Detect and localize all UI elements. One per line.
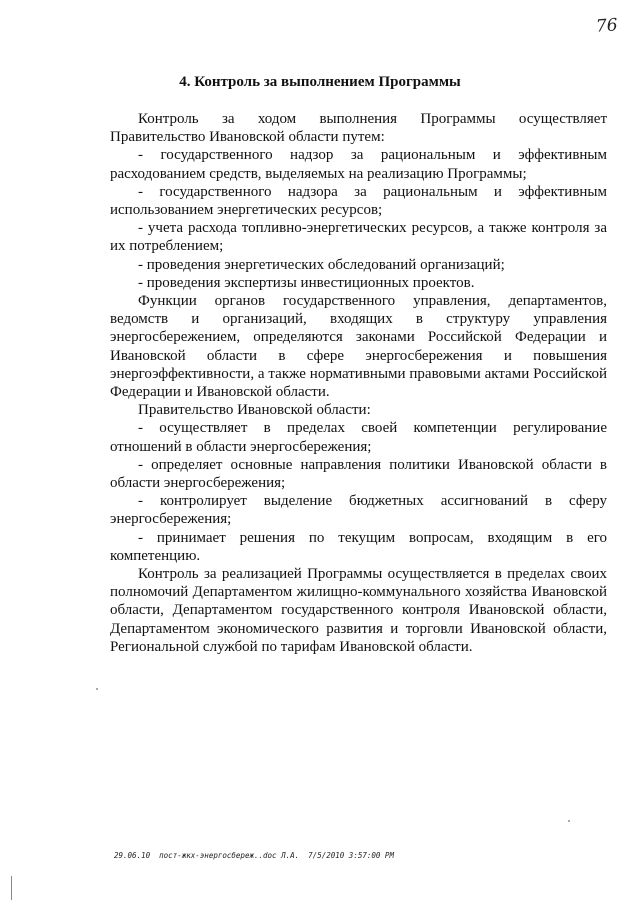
paragraph-control: Контроль за реализацией Программы осуществляется в пределах своих полномочий Департаментом жилищно-коммунального хозяйства Ивановской области, Департаментом государственного контроля Ивановской области, Департаментом экономического развития и торговли Ивановской области, Региональной службой по тарифам Ивановской области. bbox=[110, 566, 607, 655]
page-number: 76 bbox=[595, 15, 619, 37]
list-item: - проведения энергетических обследований организаций; bbox=[138, 256, 505, 273]
paragraph-intro: Контроль за ходом выполнения Программы осуществляет Правительство Ивановской области путем: bbox=[110, 111, 607, 146]
paragraph-government: Правительство Ивановской области: bbox=[138, 402, 371, 419]
list-item: - определяет основные направления политики Ивановской области в области энергосбережения; bbox=[110, 456, 607, 492]
list-item: - осуществляет в пределах своей компетенции регулирование отношений в области энергосбережения; bbox=[110, 420, 607, 455]
paragraph-functions: Функции органов государственного управления, департаментов, ведомств и организаций, входящих в структуру управления энергосбережением, определяются законами Российской Федерации и Ивановской области в сфере энергосбережения и повышения энергоэффективности, а также нормативными правовыми актами Российской Федерации и Ивановской области. bbox=[110, 293, 607, 401]
document-footer: 29.06.10 пост-жкх-энергосбереж..doc Л.А. 7/5/2010 3:57:00 PM bbox=[114, 851, 394, 860]
list-item: - государственного надзор за рациональным и эффективным расходованием средств, выделяемых на реализацию Программы; bbox=[110, 147, 607, 182]
list-item: - учета расхода топливно-энергетических ресурсов, а также контроля за их потреблением; bbox=[110, 220, 607, 255]
list-item: - контролирует выделение бюджетных ассигнований в сферу энергосбережения; bbox=[110, 493, 607, 528]
list-item: - государственного надзора за рациональным и эффективным использованием энергетических ресурсов; bbox=[110, 183, 607, 219]
scan-margin-mark bbox=[11, 876, 12, 900]
section-body bbox=[110, 110, 607, 656]
section-heading: 4. Контроль за выполнением Программы bbox=[179, 74, 461, 90]
scan-speck bbox=[568, 820, 570, 822]
scan-speck bbox=[96, 688, 98, 690]
list-item: - проведения экспертизы инвестиционных проектов. bbox=[138, 274, 475, 291]
list-item: - принимает решения по текущим вопросам, входящим в его компетенцию. bbox=[110, 529, 607, 564]
